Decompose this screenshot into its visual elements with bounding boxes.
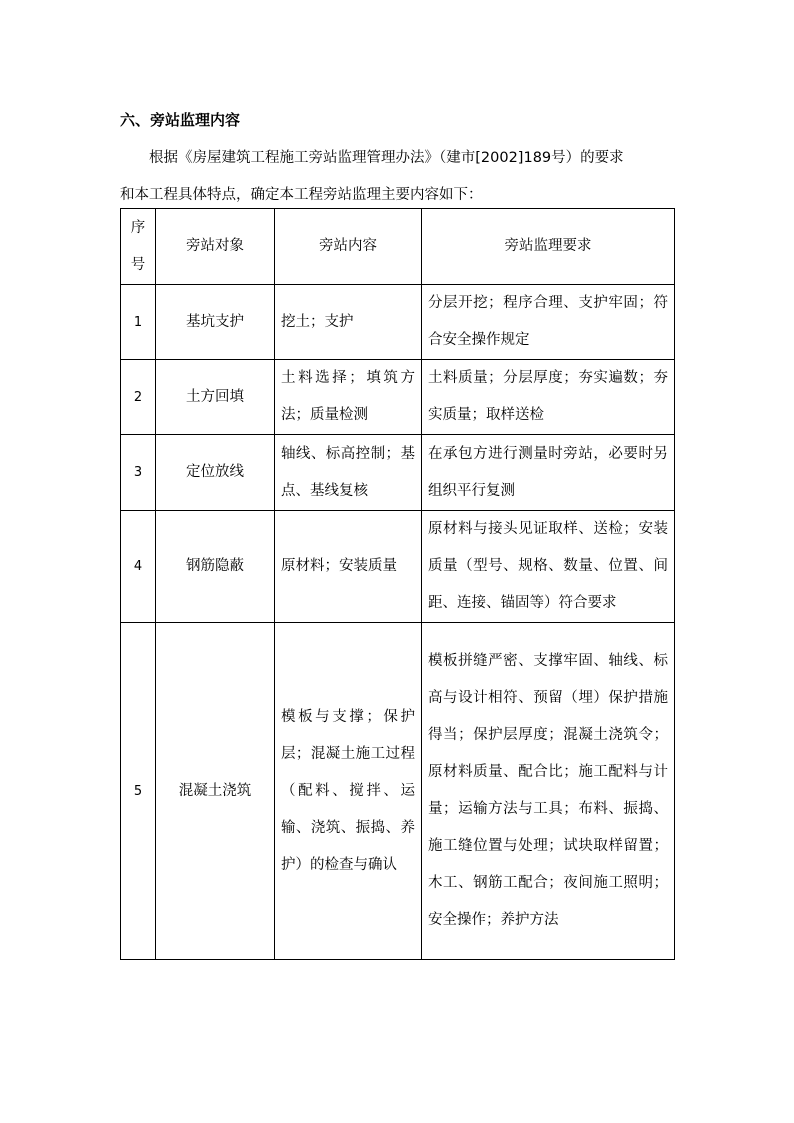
table-row (121, 511, 675, 623)
header-content: 旁站内容 (275, 209, 422, 285)
row-seq: 3 (121, 435, 156, 511)
row-object: 混凝土浇筑 (156, 623, 275, 960)
row-seq: 5 (121, 623, 156, 960)
row-requirement: 分层开挖；程序合理、支护牢固；符合安全操作规定 (422, 285, 675, 360)
row-seq: 2 (121, 360, 156, 435)
table-row (121, 623, 675, 960)
row-object: 定位放线 (156, 435, 275, 511)
intro-paragraph-line1: 根据《房屋建筑工程施工旁站监理管理办法》（建市[2002]189号）的要求 (149, 150, 624, 166)
intro-paragraph-line2: 和本工程具体特点，确定本工程旁站监理主要内容如下： (120, 187, 483, 203)
row-seq: 1 (121, 285, 156, 360)
row-content: 轴线、标高控制；基点、基线复核 (275, 435, 422, 511)
row-seq: 4 (121, 511, 156, 623)
header-object: 旁站对象 (156, 209, 275, 285)
row-content: 模板与支撑；保护层；混凝土施工过程（配料、搅拌、运输、浇筑、振捣、养护）的检查与确认 (275, 623, 422, 960)
row-requirement: 土料质量；分层厚度；夯实遍数；夯实质量；取样送检 (422, 360, 675, 435)
supervision-table (120, 208, 675, 960)
row-requirement: 原材料与接头见证取样、送检；安装质量（型号、规格、数量、位置、间距、连接、锚固等）符合要求 (422, 511, 675, 623)
row-content: 挖土；支护 (275, 285, 422, 360)
row-content: 土料选择；填筑方法；质量检测 (275, 360, 422, 435)
row-requirement: 模板拼缝严密、支撑牢固、轴线、标高与设计相符、预留（埋）保护措施得当；保护层厚度；混凝土浇筑令；原材料质量、配合比；施工配料与计量；运输方法与工具；布料、振捣、施工缝位置与处理；试块取样留置；木工、钢筋工配合；夜间施工照明；安全操作；养护方法 (422, 623, 675, 960)
table-row (121, 285, 675, 360)
header-requirement: 旁站监理要求 (422, 209, 675, 285)
row-content: 原材料；安装质量 (275, 511, 422, 623)
header-seq: 序号 (121, 209, 156, 285)
row-object: 钢筋隐蔽 (156, 511, 275, 623)
table-header-row (121, 209, 675, 285)
row-object: 基坑支护 (156, 285, 275, 360)
table-row (121, 360, 675, 435)
row-object: 土方回填 (156, 360, 275, 435)
table-row (121, 435, 675, 511)
row-requirement: 在承包方进行测量时旁站，必要时另组织平行复测 (422, 435, 675, 511)
section-heading: 六、旁站监理内容 (120, 111, 241, 129)
